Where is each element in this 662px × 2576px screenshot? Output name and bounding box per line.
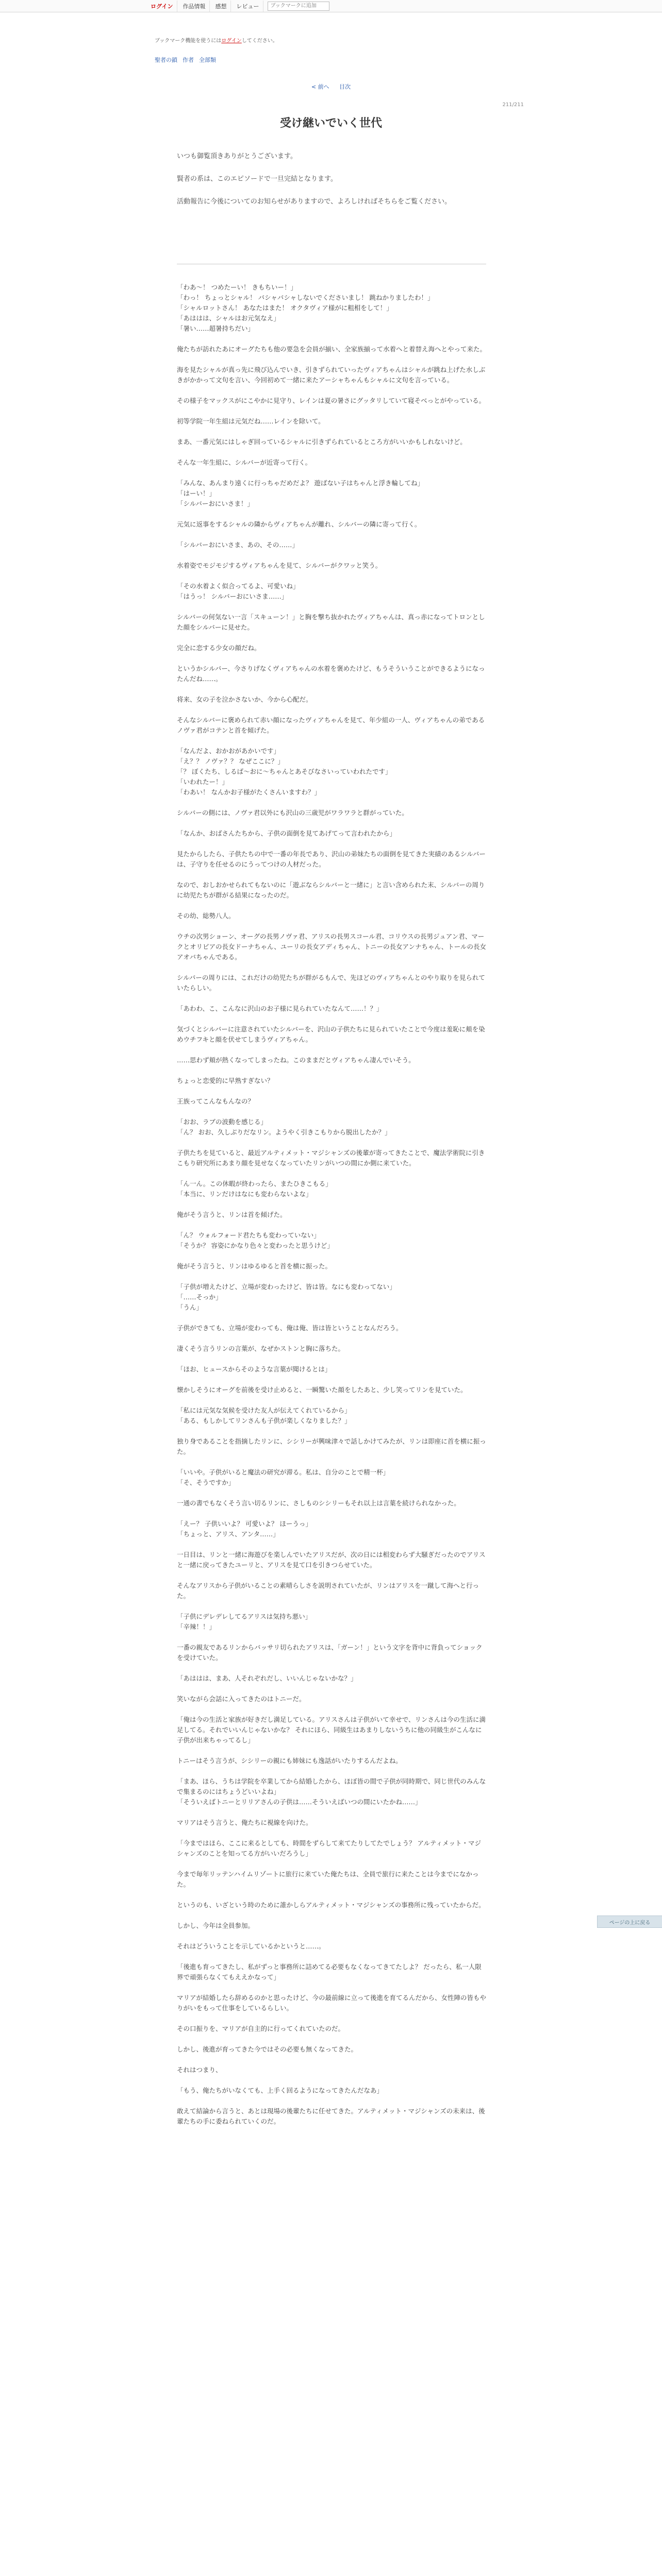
body-paragraph: それはどういうことを示しているかというと……。 xyxy=(177,1942,325,1950)
body-paragraph: というのも、いざという時のために誰かしらアルティメット・マジシャンズの事務所に残っていたからだ。 xyxy=(177,1901,485,1909)
body-paragraph: 「後進も育ってきたし、私がずっと事務所に詰めてる必要もなくなってきてたしよ？ だったら、私一人限界で頑張らなくてもええかなって」 xyxy=(177,1963,482,1981)
body-paragraph: 「みんな、あんまり遠くに行っちゃだめだよ？ 遊ばない子はちゃんと浮き輪してね」 「はーい！」 「シルバーおにいさま！」 xyxy=(177,479,424,507)
impressions-button[interactable]: 感想 xyxy=(211,1,231,12)
breadcrumb xyxy=(155,56,216,64)
body-paragraph: 懐かしそうにオーグを前後を受け止めると、一瞬驚いた顔をしたあと、少し笑ってリンを見ていた。 xyxy=(177,1386,467,1394)
body-paragraph: 気づくとシルバーに注意されていたシルバーを、沢山の子供たちに見られていたことで今度は羞恥に頬を染めウチフキと顔を伏せてしまうヴィアちゃん。 xyxy=(177,1025,485,1043)
body-paragraph: 王族ってこんなもんなの？ xyxy=(177,1097,255,1105)
preface-line: いつも御覧頂きありがとうございます。 xyxy=(177,152,297,160)
body-paragraph: 「なんか、おばさんたちから、子供の面倒を見てあげてって言われたから」 xyxy=(177,829,396,837)
body-paragraph: 「まあ、ほら、うちは学院を卒業してから結婚したから、ほぼ皆の間で子供が同時期で、同じ世代のみんなで集まるのにはちょうどいいよね」 「そういえばトニーとリリアさんの子供は……そういえばいつの間にいたかね……」 xyxy=(177,1777,486,1806)
chapter-number: 211/211 xyxy=(502,102,524,108)
body-paragraph: その幼、総勢八人。 xyxy=(177,912,235,920)
body-paragraph: 独り身であることを指摘したリンに、シシリーが興味津々で話しかけてみたが、リンは即座に首を横に振った。 xyxy=(177,1437,486,1455)
body-paragraph: 「ん一ん。この休暇が終わったら、またひきこもる」 「本当に、リンだけはなにも変わらないよな」 xyxy=(177,1180,332,1198)
body-paragraph: 俺がそう言うと、リンは首を傾げた。 xyxy=(177,1211,287,1218)
body-paragraph: 「ん？ ウォルフォード君たちも変わっていない」 「そうか？ 容姿にかなり色々と変わったと思うけど」 xyxy=(177,1231,334,1249)
body-paragraph: というかシルバー、今さりげなくヴィアちゃんの水着を褒めたけど、もうそういうことができるようになったんだね……。 xyxy=(177,665,485,683)
body-paragraph: 完全に恋する少女の顔だね。 xyxy=(177,644,261,652)
body-paragraph: 「俺は今の生活と家族が好きだし満足している。アリスさんは子供がいて幸せで、リンさんは今の生活に満足してる。それでいいんじゃないかな？ それにほら、同級生はあまりしないうちに他の同級生がこんなに子供が出来ちゃってるし」 xyxy=(177,1716,486,1744)
body-paragraph: 水着姿でモジモジするヴィアちゃんを見て、シルバーがクワッと笑う。 xyxy=(177,562,382,569)
body-paragraph: そんな一年生組に、シルバーが近寄って行く。 xyxy=(177,459,312,466)
login-button[interactable]: ログイン xyxy=(146,1,177,12)
body-paragraph: 「あわわ、こ、こんなに沢山のお子様に見られていたなんて……！？」 xyxy=(177,1005,383,1012)
body-paragraph: 笑いながら会話に入ってきたのはトニーだ。 xyxy=(177,1695,306,1703)
body-paragraph: 見たからしたら、子供たちの中で一番の年長であり、沢山の弟妹たちの面倒を見てきた実績のあるシルバーは、子守りを任せるのにうってつけの人材だった。 xyxy=(177,850,486,868)
top-nav-bar xyxy=(0,0,662,12)
bookmark-notice xyxy=(155,36,278,44)
notice-login-link[interactable]: ログイン xyxy=(221,38,242,44)
breadcrumb-series[interactable]: 聖者の鎖 xyxy=(155,57,177,63)
body-paragraph: 一日目は、リンと一緒に海遊びを楽しんでいたアリスだが、次の日には相変わらず大騒ぎだったのでアリスと一緒に戻ってきたユーリと、アリスを見て口を引きつらせていた。 xyxy=(177,1551,486,1569)
body-paragraph: トニーはそう言うが、シシリーの親にも姉妹にも逸話がいたりするんだよね。 xyxy=(177,1757,402,1765)
body-paragraph: シルバーの周りには、これだけの幼児たちが群がるもんで、先ほどのヴィアちゃんとのやり取りを見られていたらしい。 xyxy=(177,974,485,992)
prev-link[interactable]: < 前へ xyxy=(311,83,329,90)
body-paragraph: 俺がそう言うと、リンはゆるゆると首を横に振った。 xyxy=(177,1262,332,1270)
body-paragraph: 「わあ～！ つめたーい！ きもちいー！」 「わっ！ ちょっとシャル！ バシャバシャしないでくださいまし！ 跳ねかりましたわ！」 「シャルロットさん！ あなたはまた！ オクタヴィア様がに粗相をして！」 「あははは、シャルはお元気なえ」 「暑い……超暑持ちだい」 xyxy=(177,283,434,332)
body-paragraph: 「もう、俺たちがいなくても、上手く回るようになってきたんだなあ」 xyxy=(177,2087,384,2094)
breadcrumb-author[interactable]: 作者 xyxy=(183,57,194,63)
review-button[interactable]: レビュー xyxy=(232,1,263,12)
body-paragraph: 「その水着よく似合ってるよ、可愛いね」 「はうっ！ シルバーおにいさま……」 xyxy=(177,582,300,600)
body-paragraph: 一番の親友であるリンからバッサリ切られたアリスは、「ガーン！」という文字を背中に背負ってショックを受けていた。 xyxy=(177,1643,483,1662)
body-paragraph: 将来、女の子を泣かさないか、今から心配だ。 xyxy=(177,696,312,703)
body-paragraph: 子供たちを見ていると、最近アルティメット・マジシャンズの後輩が寄ってきたことで、魔法学術院に引きこもり研究所にあまり顔を見せなくなっていたリンがいつの間にか側に来ていた。 xyxy=(177,1149,485,1167)
body-paragraph: 「私には元気な気候を受けた友人が伝えてくれているから」 「ある、もしかしてリンさんも子供が楽しくなりました？」 xyxy=(177,1406,351,1425)
chapter-pager xyxy=(0,82,662,91)
body-paragraph: ちょっと恋愛的に早熟すぎない？ xyxy=(177,1077,274,1084)
body-paragraph: マリアはそう言うと、俺たちに視線を向けた。 xyxy=(177,1819,312,1826)
chapter-body xyxy=(177,282,486,2137)
notice-prefix: ブックマーク機能を使うには xyxy=(155,38,222,44)
body-paragraph: なので、おしおかせられてもないのに「遊ぶならシルバーと一緒に」と言い含められた末、シルバーの周りに幼児たちが群がる結果になったのだ。 xyxy=(177,881,485,899)
body-paragraph: 「なんだよ、おかおがあかいです」 「え？？ ノヴァ？？ なぜここに？」 「？ ぼくたち、しるば～おに～ちゃんとあそびなさいっていわれたです」 「いわれたー！」 「わあい！ なんかお子様がたくさんいますわ？」 xyxy=(177,747,392,796)
body-paragraph: 「ほお、ヒュースからそのような言葉が聞けるとは」 xyxy=(177,1365,332,1373)
body-paragraph: 「子供が増えたけど、立場が変わったけど、皆は皆。なにも変わってない」 「……そっか」 「うん」 xyxy=(177,1283,396,1311)
body-paragraph: 「あははは、まあ、人それぞれだし、いいんじゃないかな？」 xyxy=(177,1674,357,1682)
body-paragraph: 初等学院一年生組は元気だね……レインを除いて。 xyxy=(177,417,325,425)
body-paragraph: 俺たちが訪れたあにオーグたちも他の要急を会員が揃い、全家族揃って水着へと着替え海へとやって来た。 xyxy=(177,345,487,353)
preface-line: 賢者の系は、このエピソードで一旦完結となります。 xyxy=(177,175,337,183)
body-paragraph: マリアが結婚したら辞めるのかと思ったけど、今の最前線に立って後進を育てるんだから、女性陣の皆もやりがいをもって仕事をしているらしい。 xyxy=(177,1994,487,2012)
body-paragraph: 子供ができても、立場が変わっても、俺は俺、皆は皆ということなんだろう。 xyxy=(177,1324,403,1332)
body-paragraph: 「いいや。子供がいると魔法の研究が滞る。私は、自分のことで精一杯」 「そ、そうですか」 xyxy=(177,1468,390,1486)
body-paragraph: 敢えて結論から言うと、あとは現場の後輩たちに任せてきた。アルティメット・マジシャンズの未来は、後輩たちの手に委ねられていくのだ。 xyxy=(177,2107,485,2125)
chapter-title: 受け継いでいく世代 xyxy=(279,117,382,130)
body-paragraph: その口振りを、マリアが自主的に行ってくれていたのだ。 xyxy=(177,2025,345,2032)
body-paragraph: しかし、今年は全員参加。 xyxy=(177,1922,255,1929)
toc-link[interactable]: 目次 xyxy=(339,83,351,90)
body-paragraph: 凄くそう言うリンの言葉が、なぜかストンと胸に落ちた。 xyxy=(177,1345,345,1352)
body-paragraph: シルバーの何気ない一言「スキューン！」と胸を撃ち抜かれたヴィアちゃんは、真っ赤になってトロンとした顔をシルバーに見せた。 xyxy=(177,613,485,631)
body-paragraph: 一通の書でもなくそう言い切るリンに、さしものシシリーもそれ以上は言葉を続けられなかった。 xyxy=(177,1499,460,1507)
body-paragraph: 「おお、ラブの波動を感じる」 「ん？ おお、久しぶりだなリン。ようやく引きこもりから脱出したか？」 xyxy=(177,1118,391,1136)
body-paragraph: そんなアリスから子供がいることの素晴らしさを説明されていたが、リンはアリスを一蹴して海へと行った。 xyxy=(177,1582,479,1600)
back-to-top-tab[interactable]: ページの上に戻る xyxy=(597,1916,662,1928)
breadcrumb-all[interactable]: 全部類 xyxy=(199,57,216,63)
body-paragraph: ウチの次男ショーン、オーグの長男ノヴァ君、アリスの長男スコール君、コリウスの長男ジュアン君、マークとオリビアの長女ドーナちゃん、ユーリの長女アディちゃん、トニーの長女アンナちゃん、トールの長女アオバちゃんである。 xyxy=(177,933,487,961)
body-paragraph: 「子供にデレデレしてるアリスは気持ち悪い」 「辛辣！！」 xyxy=(177,1613,312,1631)
body-paragraph: 「今まではほら、ここに来るとしても、時間をずらして来てたりしてたでしょう？ アルティメット・マジシャンズのことを知ってる方がいいだろうし」 xyxy=(177,1839,481,1857)
body-paragraph: 元気に返事をするシャルの隣からヴィアちゃんが離れ、シルバーの隣に寄って行く。 xyxy=(177,520,421,528)
body-paragraph: 海を見たシャルが真っ先に飛び込んでいき、引きずられていったヴィアちゃんはシャルが跳ね上げた水しぶきがかかって文句を言い、今回初めて一緒に来たアーシャちゃんもシャルに文句を言っている。 xyxy=(177,366,486,384)
body-paragraph: しかし、後進が育ってきた今ではその必要も無くなってきた。 xyxy=(177,2045,358,2053)
notice-suffix: してください。 xyxy=(241,38,278,44)
body-paragraph: 「えー？ 子供いいよ？ 可愛いよ？ ほーうっ」 「ちょっと、アリス、アンタ……」 xyxy=(177,1520,312,1538)
preface xyxy=(177,149,486,217)
body-paragraph: まあ、一番元気にはしゃぎ回っているシャルに引きずられているところ方がいいかもしれないけど。 xyxy=(177,438,467,446)
body-paragraph: 今まで毎年リッテンハイムリゾートに旅行に来ていた俺たちは、全員で旅行に来たことは今までになかった。 xyxy=(177,1870,479,1888)
body-paragraph: シルバーの側には、ノヴァ君以外にも沢山の三歳児がワラワラと群がっていた。 xyxy=(177,809,408,817)
body-paragraph: その様子をマックスがにこやかに見守り、レインは夏の暑さにグッタリしていて寝そべっとがやっている。 xyxy=(177,397,486,404)
preface-line: 活動報告に今後についてのお知らせがありますので、よろしければそちらをご覧ください。 xyxy=(177,198,452,206)
work-info-button[interactable]: 作品情報 xyxy=(178,1,210,12)
body-paragraph: 「シルバーおにいさま、あの、その……」 xyxy=(177,541,299,549)
body-paragraph: それはつまり、 xyxy=(177,2066,222,2074)
body-paragraph: ……思わず頬が熱くなってしまったね。このままだとヴィアちゃん凄んでいそう。 xyxy=(177,1056,415,1064)
body-paragraph: そんなシルバーに褒められて赤い顔になったヴィアちゃんを見て、年少組の一人、ヴィアちゃんの弟であるノヴァ君がコテンと首を傾げた。 xyxy=(177,716,485,734)
bookmark-input[interactable] xyxy=(268,2,329,11)
